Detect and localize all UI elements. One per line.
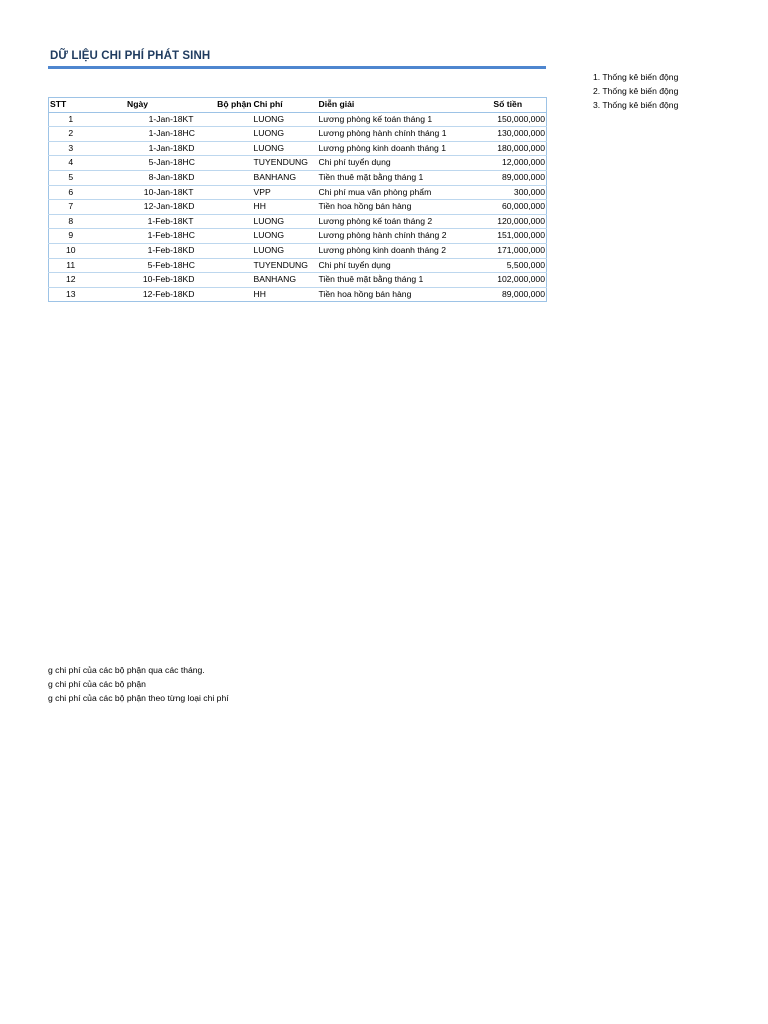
cell-stt[interactable]: 4 <box>68 157 74 168</box>
cell-sotien[interactable]: 5,500,000 <box>506 259 545 270</box>
header-diengiai[interactable]: Diễn giải <box>318 99 355 109</box>
cell-diengiai[interactable]: Tiền thuê mặt bằng tháng 1 <box>318 274 424 285</box>
cell-diengiai[interactable]: Lương phòng hành chính tháng 2 <box>318 230 447 241</box>
header-sotien[interactable]: Số tiền <box>493 99 523 109</box>
table-row <box>49 243 547 258</box>
cell-bophan[interactable]: HC <box>182 230 195 241</box>
table-row <box>49 185 547 200</box>
cell-sotien[interactable]: 102,000,000 <box>497 274 545 285</box>
cell-ngay[interactable]: 5-Jan-18 <box>148 157 183 168</box>
task-continuation-item[interactable]: g chi phí của các bộ phận <box>48 679 146 689</box>
cell-stt[interactable]: 12 <box>65 274 76 285</box>
header-ngay[interactable]: Ngày <box>126 99 148 109</box>
header-bophan[interactable]: Bộ phận <box>217 99 252 109</box>
cell-sotien[interactable]: 89,000,000 <box>501 288 545 299</box>
cell-chiphi[interactable]: VPP <box>253 186 271 197</box>
table-row <box>49 258 547 273</box>
cell-ngay[interactable]: 10-Feb-18 <box>142 274 183 285</box>
cell-stt[interactable]: 8 <box>68 215 74 226</box>
cell-stt[interactable]: 7 <box>68 201 74 212</box>
cell-stt[interactable]: 3 <box>68 142 74 153</box>
title-underline <box>48 66 546 69</box>
cell-bophan[interactable]: KD <box>182 274 195 285</box>
cell-diengiai[interactable]: Lương phòng kế toán tháng 2 <box>318 215 433 226</box>
cell-ngay[interactable]: 10-Jan-18 <box>143 186 183 197</box>
task-item[interactable]: 1. Thống kê biến động <box>593 72 679 82</box>
task-list-continuation <box>48 663 229 705</box>
table-row <box>49 170 547 185</box>
cell-sotien[interactable]: 89,000,000 <box>501 171 545 182</box>
cell-bophan[interactable]: KT <box>182 186 194 197</box>
expense-table <box>48 97 547 302</box>
cell-stt[interactable]: 9 <box>68 230 74 241</box>
cell-ngay[interactable]: 12-Feb-18 <box>142 288 183 299</box>
cell-ngay[interactable]: 1-Feb-18 <box>147 244 183 255</box>
table-header-row <box>49 98 547 113</box>
cell-ngay[interactable]: 5-Feb-18 <box>147 259 183 270</box>
cell-chiphi[interactable]: BANHANG <box>253 171 296 182</box>
cell-chiphi[interactable]: LUONG <box>253 128 285 139</box>
cell-sotien[interactable]: 300,000 <box>513 186 545 197</box>
cell-chiphi[interactable]: LUONG <box>253 215 285 226</box>
cell-sotien[interactable]: 12,000,000 <box>501 157 545 168</box>
cell-chiphi[interactable]: LUONG <box>253 244 285 255</box>
cell-chiphi[interactable]: TUYENDUNG <box>253 157 308 168</box>
cell-diengiai[interactable]: Tiền thuê mặt bằng tháng 1 <box>318 171 424 182</box>
cell-ngay[interactable]: 12-Jan-18 <box>143 201 183 212</box>
cell-bophan[interactable]: KT <box>182 215 194 226</box>
table-row <box>49 287 547 302</box>
cell-chiphi[interactable]: BANHANG <box>253 274 296 285</box>
task-item[interactable]: 3. Thống kê biến động <box>593 100 679 110</box>
cell-sotien[interactable]: 180,000,000 <box>497 142 545 153</box>
cell-sotien[interactable]: 150,000,000 <box>497 113 545 124</box>
table-row <box>49 112 547 127</box>
cell-sotien[interactable]: 130,000,000 <box>497 128 545 139</box>
cell-bophan[interactable]: HC <box>182 259 195 270</box>
cell-chiphi[interactable]: LUONG <box>253 230 285 241</box>
table-row <box>49 156 547 171</box>
cell-sotien[interactable]: 171,000,000 <box>497 244 545 255</box>
cell-bophan[interactable]: KT <box>182 113 194 124</box>
cell-chiphi[interactable]: LUONG <box>253 113 285 124</box>
cell-chiphi[interactable]: HH <box>253 288 266 299</box>
table-row <box>49 229 547 244</box>
cell-diengiai[interactable]: Lương phòng kinh doanh tháng 1 <box>318 142 447 153</box>
cell-diengiai[interactable]: Chi phí tuyển dụng <box>318 259 391 270</box>
table-row <box>49 127 547 142</box>
table-row <box>49 141 547 156</box>
table-row <box>49 214 547 229</box>
cell-diengiai[interactable]: Tiền hoa hồng bán hàng <box>318 288 412 299</box>
cell-diengiai[interactable]: Tiền hoa hồng bán hàng <box>318 201 412 212</box>
cell-chiphi[interactable]: TUYENDUNG <box>253 259 308 270</box>
cell-ngay[interactable]: 1-Jan-18 <box>148 142 183 153</box>
cell-stt[interactable]: 6 <box>68 186 74 197</box>
table-row <box>49 273 547 288</box>
cell-ngay[interactable]: 1-Jan-18 <box>148 113 183 124</box>
cell-bophan[interactable]: KD <box>182 171 195 182</box>
cell-ngay[interactable]: 1-Feb-18 <box>147 230 183 241</box>
header-stt[interactable]: STT <box>50 99 67 109</box>
cell-chiphi[interactable]: LUONG <box>253 142 285 153</box>
cell-sotien[interactable]: 151,000,000 <box>497 230 545 241</box>
cell-ngay[interactable]: 1-Jan-18 <box>148 128 183 139</box>
cell-stt[interactable]: 11 <box>66 259 76 270</box>
cell-stt[interactable]: 2 <box>68 128 74 139</box>
cell-chiphi[interactable]: HH <box>253 201 266 212</box>
table-body <box>49 112 547 302</box>
page-title: DỮ LIỆU CHI PHÍ PHÁT SINH <box>50 50 211 62</box>
cell-stt[interactable]: 13 <box>65 288 76 299</box>
cell-diengiai[interactable]: Lương phòng kế toán tháng 1 <box>318 113 433 124</box>
cell-stt[interactable]: 1 <box>68 113 74 124</box>
cell-diengiai[interactable]: Lương phòng hành chính tháng 1 <box>318 128 447 139</box>
cell-diengiai[interactable]: Chi phí tuyển dụng <box>318 157 391 168</box>
table-row <box>49 200 547 215</box>
cell-bophan[interactable]: KD <box>182 142 195 153</box>
cell-bophan[interactable]: HC <box>182 128 195 139</box>
task-list <box>593 70 689 112</box>
cell-ngay[interactable]: 1-Feb-18 <box>147 215 183 226</box>
task-continuation-item[interactable]: g chi phí của các bộ phận qua các tháng. <box>48 665 205 675</box>
cell-bophan[interactable]: HC <box>182 157 195 168</box>
cell-bophan[interactable]: KD <box>182 244 195 255</box>
cell-bophan[interactable]: KD <box>182 288 195 299</box>
header-chiphi[interactable]: Chi phí <box>253 99 283 109</box>
cell-stt[interactable]: 10 <box>65 244 76 255</box>
cell-sotien[interactable]: 60,000,000 <box>501 201 545 212</box>
cell-sotien[interactable]: 120,000,000 <box>497 215 545 226</box>
cell-diengiai[interactable]: Lương phòng kinh doanh tháng 2 <box>318 244 447 255</box>
cell-diengiai[interactable]: Chi phí mua văn phòng phẩm <box>318 186 432 197</box>
cell-bophan[interactable]: KD <box>182 201 195 212</box>
cell-ngay[interactable]: 8-Jan-18 <box>148 171 183 182</box>
task-continuation-item[interactable]: g chi phí của các bộ phận theo từng loại chi phí <box>48 693 229 703</box>
cell-stt[interactable]: 5 <box>68 171 74 182</box>
task-item[interactable]: 2. Thống kê biến động <box>593 86 679 96</box>
